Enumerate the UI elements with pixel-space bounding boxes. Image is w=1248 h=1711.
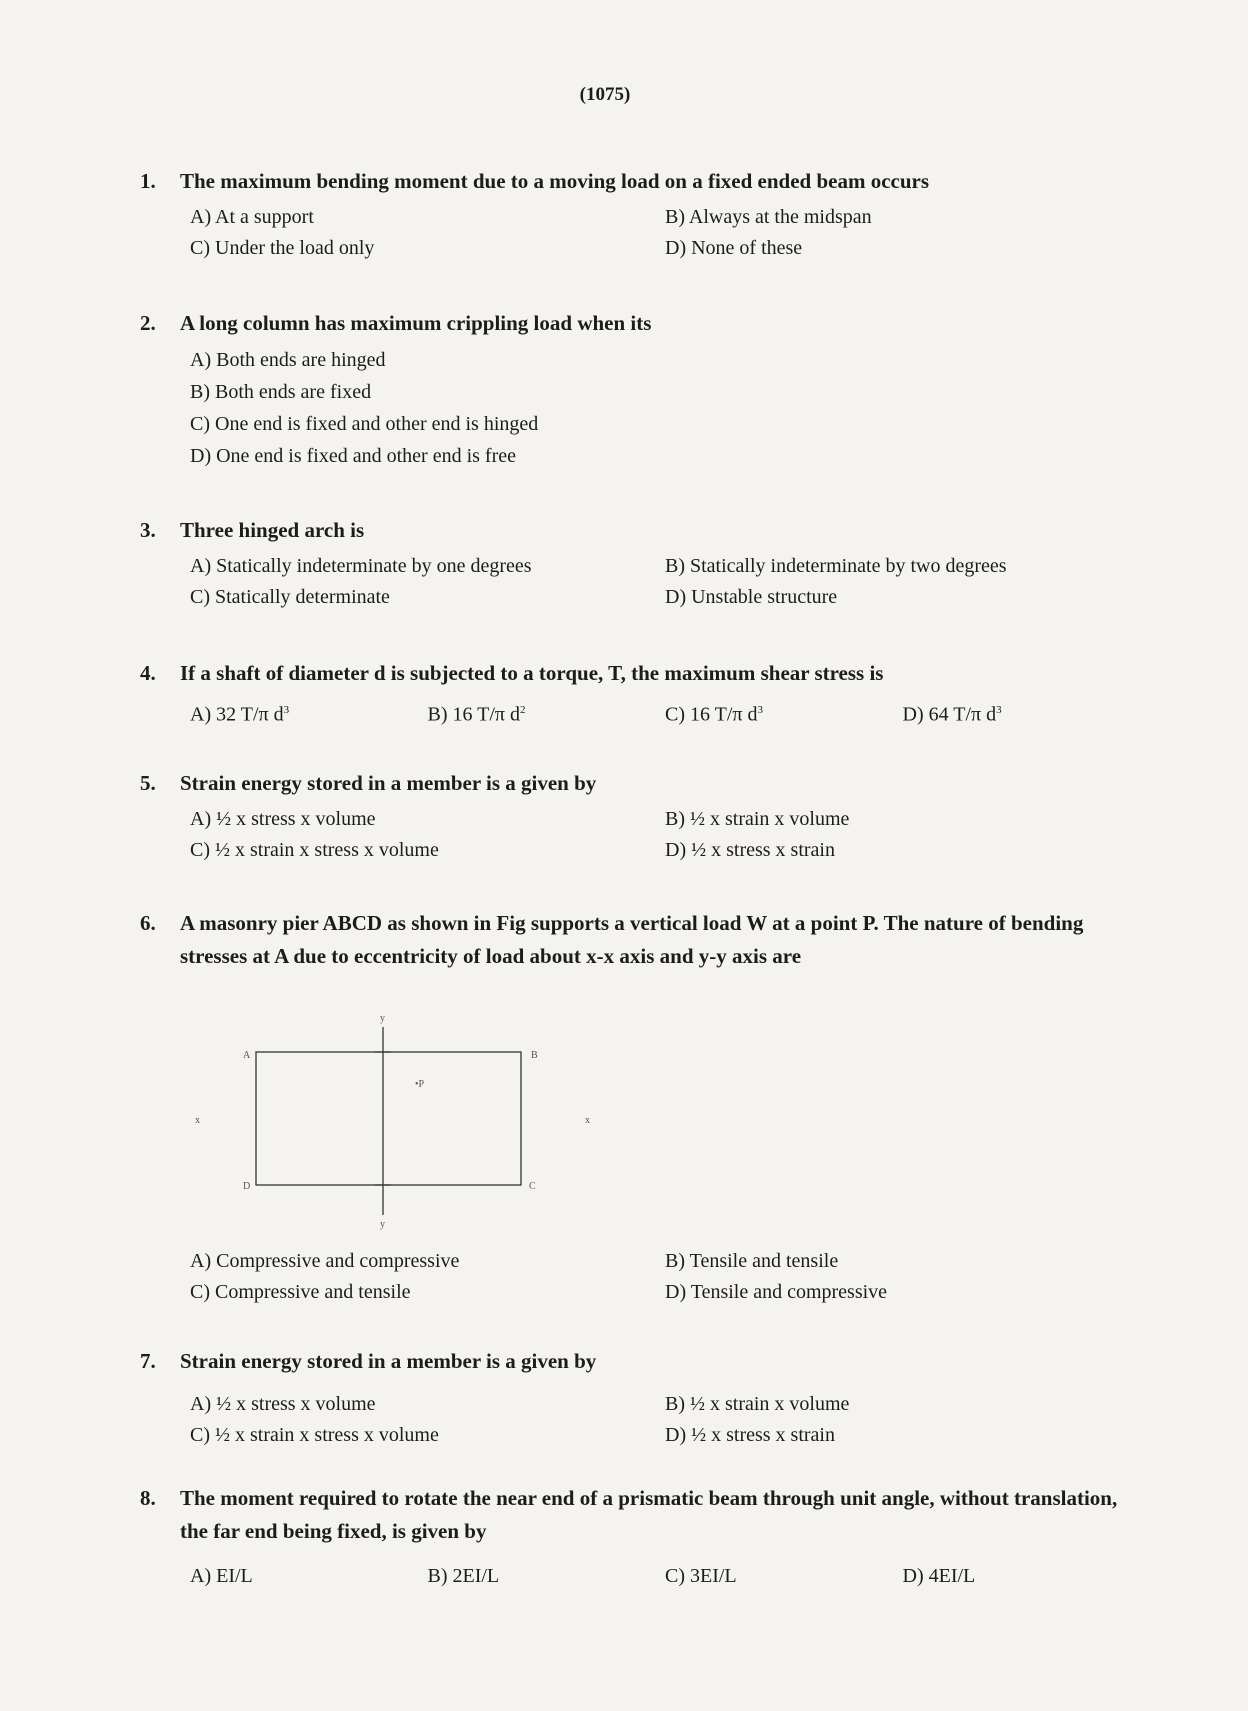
label-x-left: x	[195, 1115, 200, 1126]
option-a: A) 32 T/π $d^3$	[190, 703, 290, 726]
label-c: C	[529, 1181, 536, 1192]
label-y-bottom: y	[380, 1219, 385, 1230]
exponent: 3	[283, 704, 290, 716]
label-p: •P	[415, 1079, 425, 1090]
question-text: The maximum bending moment due to a moving load on a fixed ended beam occurs	[180, 169, 930, 193]
page-header: (1075)	[579, 84, 631, 105]
question-text: Three hinged arch is	[180, 518, 365, 542]
label-a: A	[243, 1050, 251, 1061]
option-d: D) None of these	[665, 237, 803, 259]
question-text: A long column has maximum crippling load when its	[180, 311, 652, 335]
question-number: 8.	[140, 1486, 156, 1510]
option-d: D) ½ x stress x strain	[665, 1424, 835, 1446]
option-c: C) ½ x strain x stress x volume	[190, 1424, 439, 1446]
option-a: A) ½ x stress x volume	[190, 808, 376, 830]
pier-rectangle	[256, 1052, 521, 1185]
option-d: D) Unstable structure	[665, 586, 838, 608]
question-number: 1.	[140, 169, 156, 193]
option-a: A) At a support	[190, 206, 314, 228]
option-a: A) Both ends are hinged	[190, 349, 386, 371]
option-c: C) 3EI/L	[665, 1565, 737, 1587]
option-d: D) One end is fixed and other end is free	[190, 445, 516, 467]
option-c: C) Under the load only	[190, 237, 375, 259]
option-b: B) 16 T/π $d^2$	[427, 703, 526, 726]
option-d: D) 64 T/π $d^3$	[902, 703, 1002, 726]
option-b: B) ½ x strain x volume	[665, 1393, 850, 1415]
question-3	[140, 514, 1140, 613]
question-number: 6.	[140, 911, 156, 935]
question-8	[140, 1482, 1140, 1592]
option-b: B) Tensile and tensile	[665, 1250, 839, 1272]
exponent: 3	[757, 704, 764, 716]
option-a: A) Compressive and compressive	[190, 1250, 460, 1272]
question-5	[140, 767, 1140, 866]
question-number: 5.	[140, 771, 156, 795]
option-b: B) Statically indeterminate by two degrees	[665, 555, 1007, 577]
option-a: A) ½ x stress x volume	[190, 1393, 376, 1415]
masonry-pier-figure	[185, 1005, 605, 1235]
question-7	[140, 1345, 1140, 1451]
option-c: C) 16 T/π $d^3$	[665, 703, 764, 726]
question-text: Strain energy stored in a member is a given by	[180, 771, 597, 795]
option-b: B) Always at the midspan	[665, 206, 872, 228]
question-2	[140, 307, 1140, 472]
option-b: B) 2EI/L	[427, 1565, 500, 1587]
question-6	[140, 907, 1140, 973]
option-c: C) Statically determinate	[190, 586, 390, 608]
question-text: If a shaft of diameter d is subjected to a torque, T, the maximum shear stress is	[180, 661, 884, 685]
question-text: Strain energy stored in a member is a given by	[180, 1349, 597, 1373]
question-number: 4.	[140, 661, 156, 685]
question-4	[140, 657, 1140, 726]
label-b: B	[531, 1050, 538, 1061]
option-d: D) ½ x stress x strain	[665, 839, 835, 861]
question-number: 7.	[140, 1349, 156, 1373]
label-y-top: y	[380, 1013, 385, 1024]
question-text: The moment required to rotate the near end of a prismatic beam through unit angle, without translation, the far end being fixed, is given by	[180, 1486, 1118, 1543]
option-d: D) 4EI/L	[902, 1565, 976, 1587]
question-number: 3.	[140, 518, 156, 542]
option-d: D) Tensile and compressive	[665, 1281, 888, 1303]
option-c: C) ½ x strain x stress x volume	[190, 839, 439, 861]
option-c: C) One end is fixed and other end is hinged	[190, 413, 539, 435]
exponent: 2	[520, 704, 526, 716]
label-d: D	[243, 1181, 251, 1192]
option-c: C) Compressive and tensile	[190, 1281, 411, 1303]
exponent: 3	[996, 704, 1002, 716]
question-1	[140, 165, 1140, 264]
option-a: A) EI/L	[190, 1565, 253, 1587]
option-a: A) Statically indeterminate by one degrees	[190, 555, 532, 577]
label-x-right: x	[585, 1115, 590, 1126]
question-6-options	[140, 1246, 1140, 1308]
question-number: 2.	[140, 311, 156, 335]
option-b: B) Both ends are fixed	[190, 381, 372, 403]
option-b: B) ½ x strain x volume	[665, 808, 850, 830]
question-text: A masonry pier ABCD as shown in Fig supports a vertical load W at a point P. The nature of bending stresses at A due to eccentricity of load about x-x axis and y-y axis are	[180, 911, 1084, 968]
